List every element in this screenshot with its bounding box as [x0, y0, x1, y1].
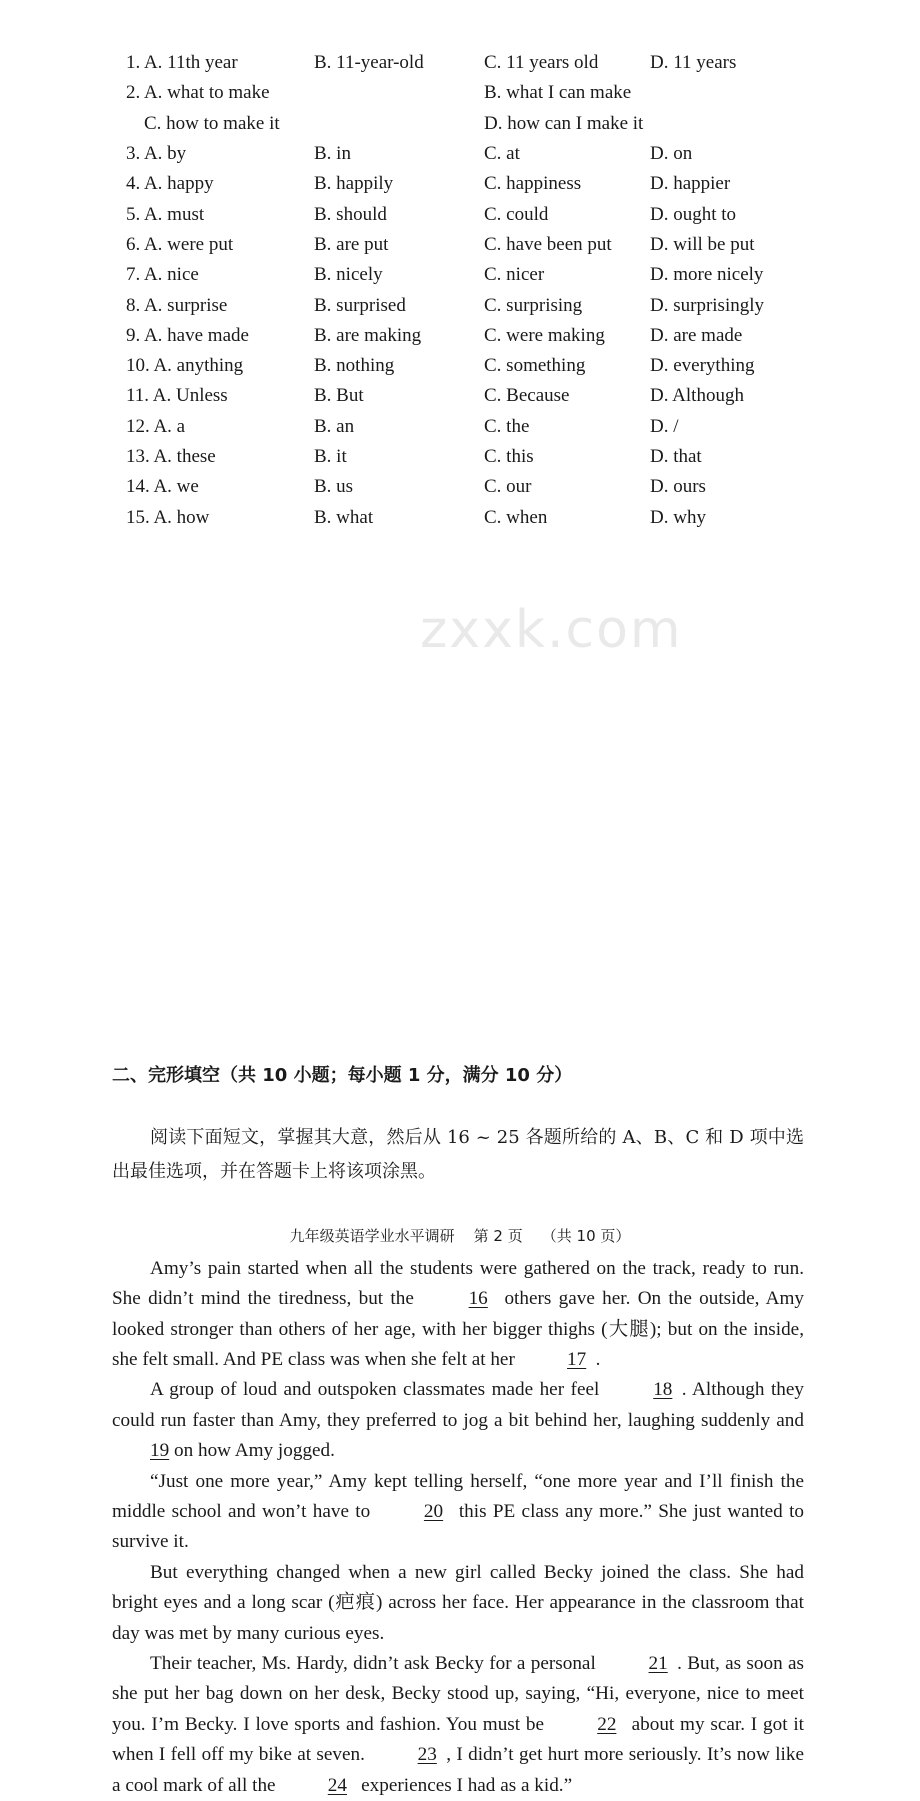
blank-22: 22: [597, 1713, 617, 1735]
watermark: zxxk.com: [420, 600, 683, 660]
option-cell: D. more nicely: [650, 264, 764, 286]
option-cell: B. surprised: [314, 294, 406, 316]
text: . But, as soon as she put her bag down on her desk, Becky stood up, saying, “Hi, everyone, nice to meet you. I’m Becky. I love sports and fashion. You must be: [112, 1653, 804, 1735]
option-row: [126, 351, 826, 381]
option-cell: D. how can I make it: [484, 112, 644, 134]
blank-19: 19: [150, 1440, 170, 1462]
option-cell: B. what I can make: [484, 82, 632, 104]
option-cell: 13. A. these: [126, 446, 216, 467]
cloze-passage: [112, 1254, 804, 1801]
option-cell: D. ought to: [650, 203, 737, 225]
option-row: [126, 442, 826, 472]
text: But everything changed when a new girl called Becky joined the class. She had bright eyes and a long scar (疤痕) across her face. Her appearance in the classroom that day was met by many curious eyes.: [112, 1561, 804, 1644]
option-row: [126, 290, 826, 320]
option-cell: C. how to make it: [144, 112, 280, 134]
text: experiences I had as a kid.”: [356, 1774, 573, 1796]
option-cell: C. our: [484, 476, 532, 498]
blank-17: 17: [567, 1348, 587, 1370]
option-cell: D. Although: [650, 385, 744, 407]
blank-21: 21: [648, 1653, 668, 1675]
option-cell: 1. A. 11th year: [126, 52, 238, 74]
option-cell: C. at: [484, 143, 520, 165]
text: Amy’s pain started when all the students were gathered on the track, ready to run. She didn’t mind the tiredness, but the: [112, 1257, 804, 1310]
text: Their teacher, Ms. Hardy, didn’t ask Becky for a personal: [150, 1653, 602, 1675]
option-cell: 2. A. what to make: [126, 82, 270, 104]
option-cell: C. could: [484, 203, 549, 225]
option-row: [126, 472, 826, 502]
option-cell: D. ours: [650, 476, 706, 498]
option-cell: C. were making: [484, 324, 605, 346]
text: . Although they could run faster than Amy, they preferred to jog a bit behind her, laughing suddenly and: [112, 1379, 804, 1431]
option-cell: B. happily: [314, 173, 394, 195]
text: A group of loud and outspoken classmates made her feel: [150, 1379, 606, 1401]
option-cell: C. this: [484, 446, 534, 467]
option-cell: 9. A. have made: [126, 324, 249, 346]
option-cell: D. on: [650, 143, 693, 165]
option-row: [126, 109, 826, 139]
option-cell: D. that: [650, 446, 702, 467]
blank-18: 18: [653, 1379, 673, 1401]
option-cell: 5. A. must: [126, 203, 205, 225]
option-cell: B. 11-year-old: [314, 52, 424, 74]
option-cell: D. will be put: [650, 233, 755, 255]
option-cell: B. nicely: [314, 264, 383, 286]
paragraph-1: [112, 1254, 804, 1376]
option-cell: B. an: [314, 415, 355, 437]
option-row: [126, 412, 826, 442]
option-cell: C. Because: [484, 385, 570, 407]
option-row: [126, 199, 826, 229]
option-row: [126, 230, 826, 260]
option-cell: B. are put: [314, 233, 389, 255]
option-cell: B. But: [314, 385, 364, 407]
option-cell: 7. A. nice: [126, 264, 199, 286]
option-cell: 6. A. were put: [126, 233, 234, 255]
option-cell: D. why: [650, 506, 706, 528]
option-cell: 8. A. surprise: [126, 294, 228, 316]
blank-23: 23: [417, 1744, 437, 1766]
option-cell: C. 11 years old: [484, 52, 599, 74]
option-cell: D. happier: [650, 173, 731, 195]
blank-16: 16: [468, 1288, 488, 1310]
option-cell: C. the: [484, 415, 530, 437]
option-cell: B. us: [314, 476, 354, 498]
paragraph-3: [112, 1467, 804, 1558]
text: others gave her. On the outside, Amy looked stronger than others of her age, with her bigger thighs (大腿); but on the inside, she felt small. And PE class was when she felt at her: [112, 1288, 804, 1370]
paragraph-5: [112, 1649, 804, 1801]
option-row: [126, 260, 826, 290]
option-cell: 12. A. a: [126, 415, 186, 437]
option-cell: 3. A. by: [126, 143, 187, 165]
option-cell: B. what: [314, 506, 374, 528]
option-cell: B. it: [314, 446, 347, 467]
option-cell: B. are making: [314, 324, 422, 346]
page-footer: 九年级英语学业水平调研 第 2 页 （共 10 页）: [289, 1227, 631, 1245]
option-cell: B. should: [314, 203, 387, 225]
blank-20: 20: [423, 1501, 444, 1522]
option-row: [126, 381, 826, 411]
text: “Just one more year,” Amy kept telling herself, “one more year and I’ll finish the middle school and won’t have to: [112, 1470, 804, 1522]
option-row: [126, 139, 826, 169]
options-table: [126, 48, 826, 533]
option-row: [126, 321, 826, 351]
text: about my scar. I got it when I fell off my bike at seven.: [112, 1713, 804, 1766]
option-cell: C. something: [484, 355, 586, 377]
option-row: [126, 502, 826, 532]
option-cell: C. surprising: [484, 294, 583, 316]
paragraph-2: [112, 1375, 804, 1466]
option-cell: 4. A. happy: [126, 173, 214, 195]
option-cell: 10. A. anything: [126, 355, 244, 377]
option-cell: C. have been put: [484, 233, 612, 255]
option-cell: B. in: [314, 143, 351, 165]
option-cell: D. surprisingly: [650, 294, 764, 316]
option-cell: B. nothing: [314, 355, 395, 377]
option-cell: D. 11 years: [650, 52, 737, 74]
blank-24: 24: [327, 1774, 347, 1796]
option-cell: C. when: [484, 506, 548, 528]
section-title: 二、完形填空（共 10 小题；每小题 1 分，满分 10 分）: [112, 1064, 573, 1086]
option-cell: D. /: [650, 415, 679, 437]
option-cell: 15. A. how: [126, 506, 210, 528]
option-row: [126, 78, 826, 108]
text: , I didn’t get hurt more seriously. It’s now like a cool mark of all the: [112, 1744, 804, 1796]
option-cell: 11. A. Unless: [126, 385, 228, 407]
option-cell: C. nicer: [484, 264, 545, 286]
option-row: [126, 48, 826, 78]
option-cell: C. happiness: [484, 173, 582, 195]
section-instructions: 阅读下面短文，掌握其大意，然后从 16 ~ 25 各题所给的 A、B、C 和 D 项中选出最佳选项，并在答题卡上将该项涂黑。: [112, 1126, 804, 1182]
option-row: [126, 169, 826, 199]
paragraph-4: [112, 1558, 804, 1649]
option-cell: D. everything: [650, 355, 755, 377]
text: on how Amy jogged.: [169, 1440, 335, 1462]
text: this PE class any more.” She just wanted to survive it.: [112, 1501, 804, 1553]
option-cell: 14. A. we: [126, 476, 199, 498]
text: .: [595, 1348, 601, 1370]
option-cell: D. are made: [650, 324, 743, 346]
